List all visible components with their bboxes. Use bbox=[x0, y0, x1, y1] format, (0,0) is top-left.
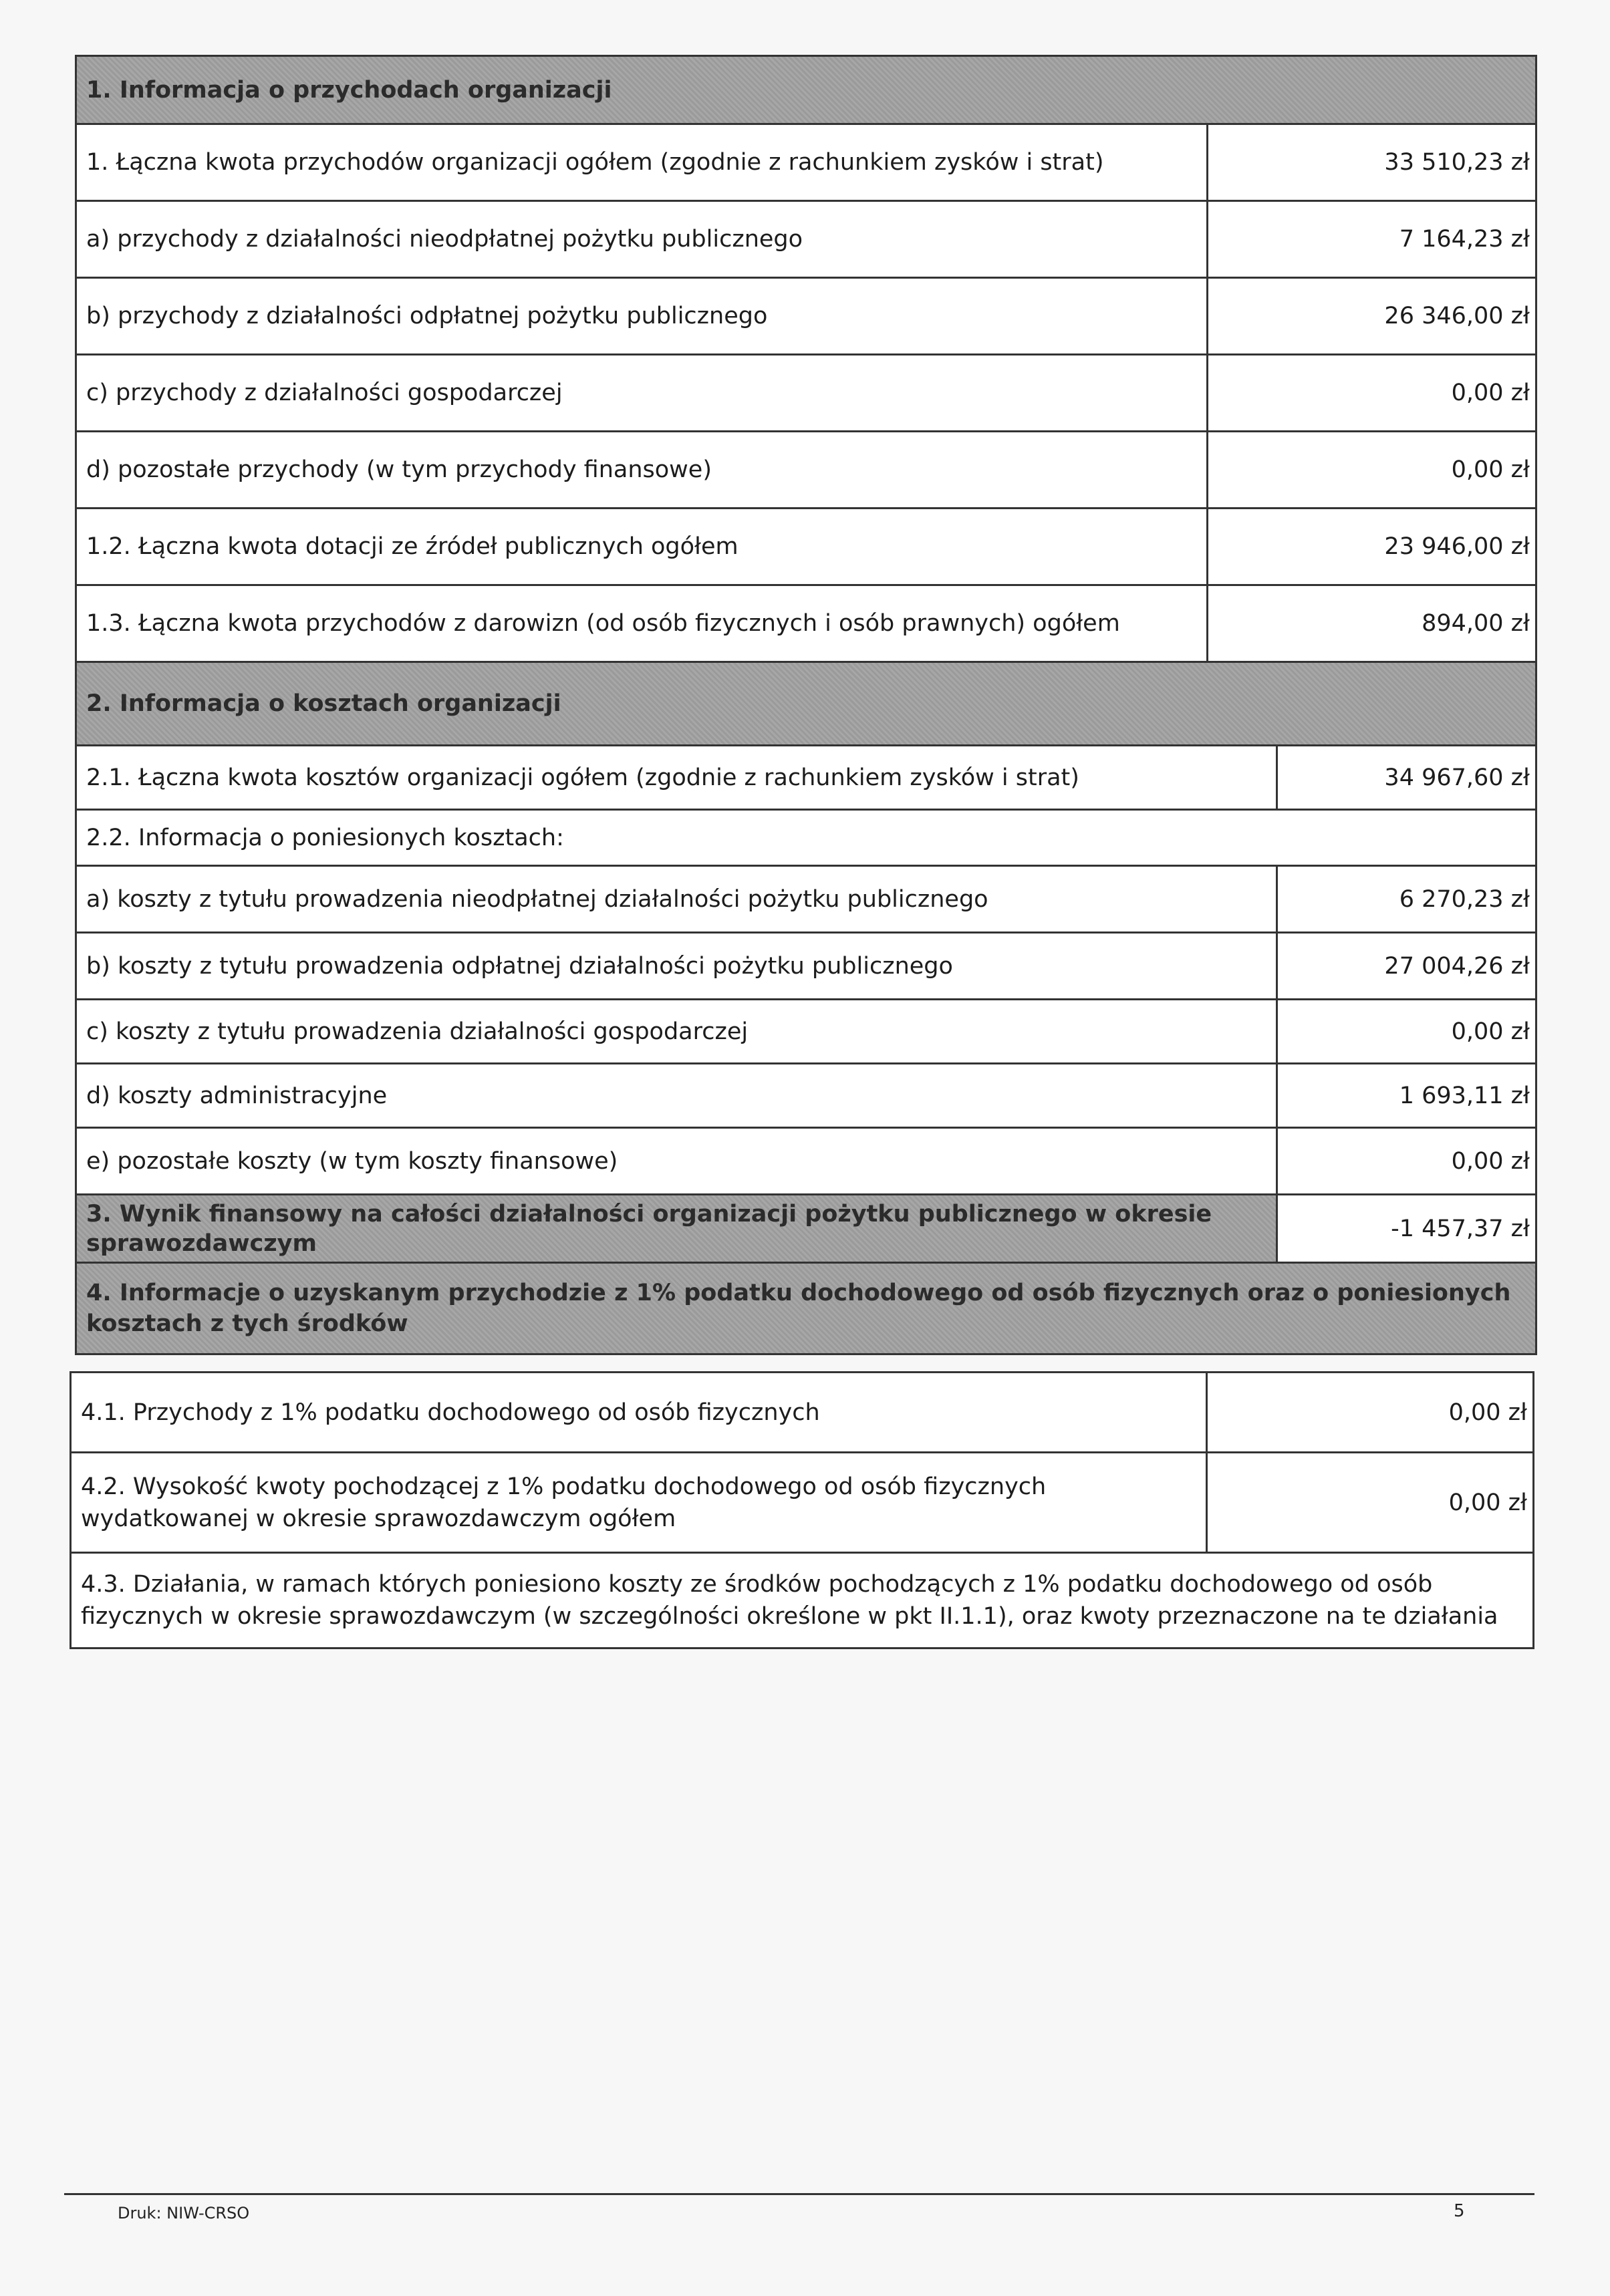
section-2-header bbox=[77, 663, 1535, 746]
table-row bbox=[77, 1000, 1535, 1064]
row-label: d) pozostałe przychody (w tym przychody finansowe) bbox=[77, 432, 1208, 507]
row-value: 0,00 zł bbox=[1451, 456, 1530, 483]
financial-result-value: -1 457,37 zł bbox=[1391, 1215, 1530, 1242]
section-1-title: 1. Informacja o przychodach organizacji bbox=[86, 76, 612, 104]
table-row bbox=[72, 1453, 1532, 1554]
row-value: 6 270,23 zł bbox=[1399, 885, 1530, 913]
table-row bbox=[77, 867, 1535, 934]
row-label: 4.1. Przychody z 1% podatku dochodowego od osób fizycznych bbox=[72, 1373, 1208, 1451]
row-label: a) przychody z działalności nieodpłatnej pożytku publicznego bbox=[77, 202, 1208, 277]
row-label: c) koszty z tytułu prowadzenia działalności gospodarczej bbox=[77, 1000, 1278, 1062]
row-subheading: 2.2. Informacja o poniesionych kosztach: bbox=[86, 824, 564, 851]
row-value: 1 693,11 zł bbox=[1399, 1082, 1530, 1109]
row-label: e) pozostałe koszty (w tym koszty finansowe) bbox=[77, 1129, 1278, 1193]
row-label: 1. Łączna kwota przychodów organizacji ogółem (zgodnie z rachunkiem zysków i strat) bbox=[77, 125, 1208, 200]
row-value: 7 164,23 zł bbox=[1399, 226, 1530, 253]
row-value: 23 946,00 zł bbox=[1384, 533, 1530, 560]
row-label: b) koszty z tytułu prowadzenia odpłatnej działalności pożytku publicznego bbox=[77, 934, 1278, 998]
one-percent-table bbox=[70, 1371, 1534, 1649]
row-label: d) koszty administracyjne bbox=[77, 1064, 1278, 1127]
table-row bbox=[77, 934, 1535, 1000]
table-row bbox=[72, 1373, 1532, 1453]
table-row bbox=[77, 202, 1535, 279]
table-row bbox=[77, 125, 1535, 202]
row-label: 4.2. Wysokość kwoty pochodzącej z 1% podatku dochodowego od osób fizycznych wydatkowanej w okresie sprawozdawczym ogółem bbox=[72, 1453, 1208, 1552]
revenue-table bbox=[75, 55, 1537, 1355]
table-row bbox=[77, 355, 1535, 432]
row-value: 0,00 zł bbox=[1448, 1399, 1527, 1426]
row-value: 0,00 zł bbox=[1451, 1147, 1530, 1175]
table-row bbox=[77, 1129, 1535, 1195]
section-1-header bbox=[77, 57, 1535, 125]
row-value: 0,00 zł bbox=[1451, 1018, 1530, 1045]
page-number: 5 bbox=[1454, 2201, 1465, 2221]
table-row bbox=[77, 746, 1535, 811]
row-note: 4.3. Działania, w ramach których poniesiono koszty ze środków pochodzących z 1% podatku dochodowego od osób fizycznych w okresie sprawozdawczym (w szczególności określone w pkt II.1.1), oraz kwoty przeznaczone na te działania bbox=[81, 1571, 1498, 1630]
table-row bbox=[77, 509, 1535, 586]
financial-result-label: 3. Wynik finansowy na całości działalności organizacji pożytku publicznego w okresie sprawozdawczym bbox=[77, 1195, 1278, 1262]
table-row bbox=[72, 1554, 1532, 1647]
section-4-header bbox=[77, 1264, 1535, 1353]
table-row bbox=[77, 811, 1535, 867]
row-value: 0,00 zł bbox=[1448, 1489, 1527, 1516]
row-label: b) przychody z działalności odpłatnej pożytku publicznego bbox=[77, 279, 1208, 353]
row-label: 2.1. Łączna kwota kosztów organizacji ogółem (zgodnie z rachunkiem zysków i strat) bbox=[77, 746, 1278, 809]
table-row bbox=[77, 279, 1535, 355]
row-value: 34 967,60 zł bbox=[1384, 764, 1530, 791]
section-4-title: 4. Informacje o uzyskanym przychodzie z 1% podatku dochodowego od osób fizycznych oraz o poniesionych kosztach z tych środków bbox=[86, 1280, 1511, 1337]
financial-result-row bbox=[77, 1195, 1535, 1264]
row-value: 27 004,26 zł bbox=[1384, 952, 1530, 980]
row-value: 894,00 zł bbox=[1422, 610, 1530, 637]
table-row bbox=[77, 432, 1535, 509]
row-label: c) przychody z działalności gospodarczej bbox=[77, 355, 1208, 430]
row-value: 0,00 zł bbox=[1451, 380, 1530, 406]
row-value: 26 346,00 zł bbox=[1384, 303, 1530, 329]
table-row bbox=[77, 1064, 1535, 1129]
footer-divider bbox=[64, 2193, 1534, 2195]
section-2-title: 2. Informacja o kosztach organizacji bbox=[86, 690, 561, 717]
table-row bbox=[77, 586, 1535, 663]
row-label: 1.2. Łączna kwota dotacji ze źródeł publicznych ogółem bbox=[77, 509, 1208, 584]
row-label: 1.3. Łączna kwota przychodów z darowizn (od osób fizycznych i osób prawnych) ogółem bbox=[77, 586, 1208, 661]
row-label: a) koszty z tytułu prowadzenia nieodpłatnej działalności pożytku publicznego bbox=[77, 867, 1278, 931]
print-code: Druk: NIW-CRSO bbox=[118, 2204, 250, 2222]
row-value: 33 510,23 zł bbox=[1384, 149, 1530, 176]
